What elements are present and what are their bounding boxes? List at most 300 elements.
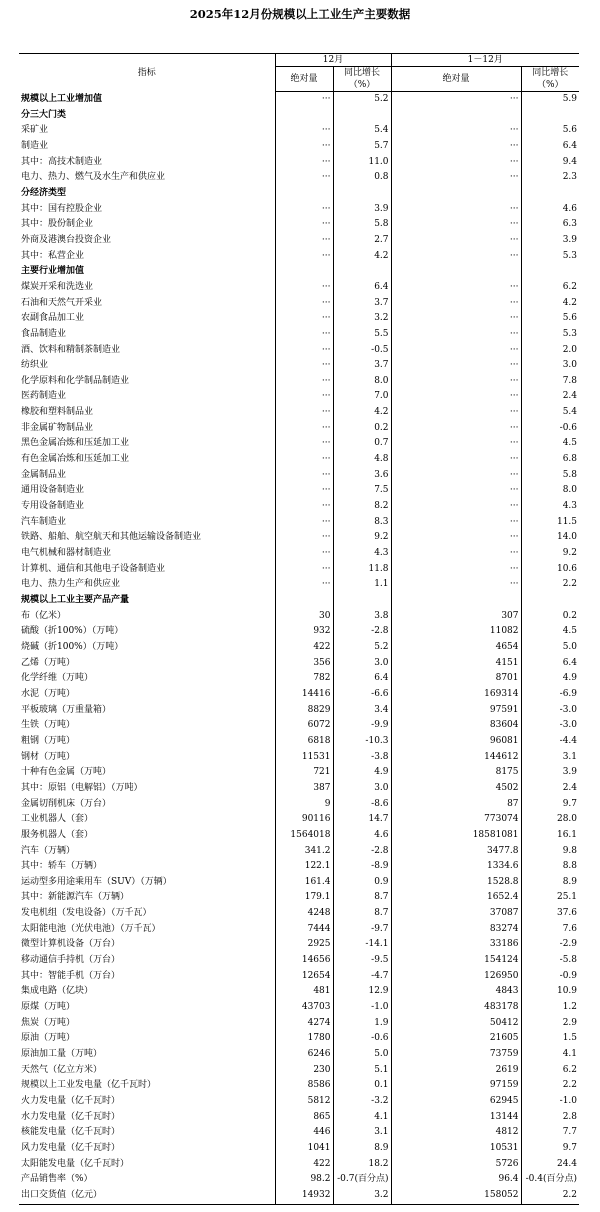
dec-absolute-cell: ··· [275,562,333,578]
row-label: 太阳能电池（光伏电池）（万千瓦） [21,923,161,934]
ytd-yoy-cell [521,186,579,202]
table-row [19,765,579,781]
row-label: 电力、热力、燃气及水生产和供应业 [21,172,166,183]
section-row [19,264,579,280]
ytd-yoy-cell: 5.8 [521,468,579,484]
dec-absolute-cell: ··· [275,483,333,499]
ytd-yoy-cell: 8.9 [521,875,579,891]
ytd-yoy-cell [521,264,579,280]
row-label: 水力发电量（亿千瓦时） [21,1111,121,1122]
dec-yoy-cell: 4.9 [333,765,391,781]
table-row [19,812,579,828]
row-label: 焦炭（万吨） [21,1017,76,1028]
dec-yoy-cell: -14.1 [333,937,391,953]
row-label: 工业机器人（套） [21,814,94,825]
ytd-yoy-cell: 3.0 [521,358,579,374]
row-label: 电力、热力生产和供应业 [21,579,121,590]
row-label: 微型计算机设备（万台） [21,939,121,950]
table-row [19,217,579,233]
ytd-absolute-cell: ··· [391,468,521,484]
row-label: 钢材（万吨） [21,751,76,762]
row-label: 医药制造业 [21,391,67,402]
ytd-yoy-cell: 4.3 [521,499,579,515]
dec-absolute-cell: 11531 [275,750,333,766]
dec-yoy-cell [333,593,391,609]
dec-absolute-cell: 98.2 [275,1172,333,1188]
row-label: 移动通信手持机（万台） [21,955,121,966]
row-label: 有色金属冶炼和压延加工业 [21,454,130,465]
ytd-absolute-cell: ··· [391,421,521,437]
dec-yoy-cell: 5.2 [333,640,391,656]
row-label: 规模以上工业发电量（亿千瓦时） [21,1080,157,1091]
row-label: 原煤（万吨） [21,1002,76,1013]
ytd-yoy-cell: 4.5 [521,436,579,452]
ytd-absolute-cell: 169314 [391,687,521,703]
dec-absolute-cell: 1780 [275,1031,333,1047]
table-row [19,468,579,484]
table-row [19,1000,579,1016]
ytd-absolute-cell: 307 [391,609,521,625]
dec-absolute-cell: 6072 [275,718,333,734]
table-row [19,374,579,390]
dec-yoy-cell: 5.2 [333,92,391,108]
table-row [19,1031,579,1047]
ytd-absolute-cell: ··· [391,233,521,249]
dec-yoy-cell: -9.7 [333,922,391,938]
ytd-yoy-cell: 9.4 [521,155,579,171]
row-label: 主要行业增加值 [21,266,85,277]
table-row [19,530,579,546]
ytd-absolute-cell: 18581081 [391,828,521,844]
table-row [19,1172,579,1188]
dec-yoy-cell: -4.7 [333,969,391,985]
row-label: 生铁（万吨） [21,720,76,731]
table-row [19,984,579,1000]
table-row [19,233,579,249]
table-row [19,844,579,860]
table-row [19,922,579,938]
row-label: 水泥（万吨） [21,688,76,699]
ytd-absolute-cell: ··· [391,389,521,405]
row-label: 食品制造业 [21,328,67,339]
dec-absolute-cell: 387 [275,781,333,797]
ytd-yoy-cell: 14.0 [521,530,579,546]
row-label: 黑色金属冶炼和压延加工业 [21,438,130,449]
ytd-absolute-cell [391,264,521,280]
row-label: 采矿业 [21,125,49,136]
table-row [19,123,579,139]
table-row [19,202,579,218]
dec-absolute-cell: 481 [275,984,333,1000]
table-body [19,92,579,1205]
table-row [19,969,579,985]
dec-absolute-cell: ··· [275,92,333,108]
ytd-absolute-cell: 1528.8 [391,875,521,891]
ytd-yoy-cell: 9.7 [521,1141,579,1157]
ytd-absolute-cell: 21605 [391,1031,521,1047]
ytd-absolute-cell: 2619 [391,1063,521,1079]
row-label: 其中：轿车（万辆） [21,861,103,872]
dec-yoy-cell: 4.2 [333,249,391,265]
dec-yoy-cell [333,264,391,280]
ytd-absolute-cell: 87 [391,797,521,813]
table-row [19,609,579,625]
dec-yoy-cell: 6.4 [333,671,391,687]
row-label: 布（亿米） [21,610,67,621]
ytd-yoy-cell: 25.1 [521,890,579,906]
row-label: 橡胶和塑料制品业 [21,407,94,418]
dec-yoy-cell: 7.0 [333,389,391,405]
row-label: 金属制品业 [21,469,67,480]
row-label: 核能发电量（亿千瓦时） [21,1127,121,1138]
ytd-yoy-cell: 2.0 [521,343,579,359]
ytd-yoy-cell: 1.2 [521,1000,579,1016]
ytd-absolute-cell: ··· [391,405,521,421]
dec-yoy-cell: -2.8 [333,624,391,640]
dec-absolute-cell: 422 [275,640,333,656]
ytd-yoy-cell: 8.8 [521,859,579,875]
dec-absolute-cell: ··· [275,499,333,515]
row-label: 计算机、通信和其他电子设备制造业 [21,563,166,574]
ytd-absolute-cell: 33186 [391,937,521,953]
dec-yoy-cell: -9.9 [333,718,391,734]
dec-yoy-cell [333,108,391,124]
row-label: 火力发电量（亿千瓦时） [21,1096,121,1106]
dec-yoy-cell: -9.5 [333,953,391,969]
dec-yoy-cell: -8.6 [333,797,391,813]
dec-absolute-cell: ··· [275,155,333,171]
ytd-absolute-cell: 1652.4 [391,890,521,906]
dec-absolute-cell: 14932 [275,1188,333,1204]
row-label: 其中：原铝（电解铝）（万吨） [21,782,143,793]
dec-yoy-cell: 2.7 [333,233,391,249]
row-label: 酒、饮料和精制茶制造业 [21,344,121,355]
ytd-yoy-cell: 7.6 [521,922,579,938]
ytd-absolute-cell: 4812 [391,1125,521,1141]
table-row [19,1141,579,1157]
table-row [19,1110,579,1126]
dec-yoy-cell: 11.0 [333,155,391,171]
ytd-absolute-cell: ··· [391,358,521,374]
dec-absolute-cell: 230 [275,1063,333,1079]
ytd-absolute-cell: 10531 [391,1141,521,1157]
table-row [19,1125,579,1141]
ytd-absolute-cell: ··· [391,139,521,155]
dec-yoy-cell: 5.8 [333,217,391,233]
table-row [19,170,579,186]
ytd-absolute-cell: 4843 [391,984,521,1000]
dec-yoy-cell: -10.3 [333,734,391,750]
ytd-absolute-cell [391,108,521,124]
row-label: 天然气（亿立方米） [21,1064,103,1075]
ytd-yoy-cell: 7.7 [521,1125,579,1141]
row-label: 石油和天然气开采业 [21,297,103,308]
dec-yoy-cell: 3.7 [333,296,391,312]
ytd-yoy-cell: 6.4 [521,139,579,155]
dec-absolute-cell [275,108,333,124]
dec-absolute-cell: 932 [275,624,333,640]
ytd-absolute-cell: 3477.8 [391,844,521,860]
dec-absolute-cell: ··· [275,421,333,437]
ytd-absolute-cell: 4502 [391,781,521,797]
dec-absolute-cell: 8829 [275,703,333,719]
dec-yoy-cell: 8.7 [333,906,391,922]
ytd-yoy-cell: 2.8 [521,1110,579,1126]
table-row [19,577,579,593]
dec-absolute-cell: 43703 [275,1000,333,1016]
dec-absolute-cell: ··· [275,530,333,546]
ytd-yoy-cell: -5.8 [521,953,579,969]
ytd-absolute-cell: 96081 [391,734,521,750]
table-row [19,1016,579,1032]
dec-yoy-cell: 5.5 [333,327,391,343]
table-row [19,483,579,499]
section-row [19,108,579,124]
table-row [19,703,579,719]
dec-absolute-cell: ··· [275,249,333,265]
page-title: 2025年12月份规模以上工业生产主要数据 [189,7,411,21]
table-row [19,640,579,656]
table-row [19,1188,579,1204]
dec-absolute-cell: 865 [275,1110,333,1126]
row-label: 发电机组（发电设备）（万千瓦） [21,908,152,919]
ytd-yoy-cell: 4.2 [521,296,579,312]
row-label: 金属切削机床（万台） [21,798,112,809]
table-row [19,624,579,640]
ytd-absolute-cell [391,186,521,202]
ytd-absolute-cell: ··· [391,155,521,171]
ytd-yoy-cell: -0.9 [521,969,579,985]
header-december: 12月 [275,54,391,67]
ytd-yoy-cell: 2.3 [521,170,579,186]
dec-absolute-cell: 1564018 [275,828,333,844]
table-row [19,562,579,578]
ytd-yoy-cell: 6.4 [521,656,579,672]
ytd-yoy-cell: -6.9 [521,687,579,703]
dec-yoy-cell: -2.8 [333,844,391,860]
ytd-yoy-cell: 5.4 [521,405,579,421]
row-label: 粗钢（万吨） [21,735,76,746]
table-row [19,452,579,468]
ytd-yoy-cell: 2.2 [521,1078,579,1094]
table-row [19,828,579,844]
dec-absolute-cell: 6818 [275,734,333,750]
dec-absolute-cell: ··· [275,468,333,484]
dec-absolute-cell: 721 [275,765,333,781]
table-row [19,953,579,969]
ytd-yoy-cell: 8.0 [521,483,579,499]
row-label: 集成电路（亿块） [21,986,94,997]
dec-yoy-cell: 5.1 [333,1063,391,1079]
dec-yoy-cell: 5.0 [333,1047,391,1063]
ytd-yoy-cell: -4.4 [521,734,579,750]
row-label: 农副食品加工业 [21,313,85,324]
ytd-yoy-cell: 6.2 [521,1063,579,1079]
table-row [19,671,579,687]
dec-yoy-cell: 3.8 [333,609,391,625]
dec-yoy-cell: -3.8 [333,750,391,766]
dec-yoy-cell: 0.1 [333,1078,391,1094]
dec-absolute-cell: 30 [275,609,333,625]
row-label: 化学原料和化学制品制造业 [21,375,130,386]
table-row [19,797,579,813]
dec-yoy-cell: 3.6 [333,468,391,484]
table-row [19,718,579,734]
table-row [19,296,579,312]
ytd-absolute-cell: 62945 [391,1094,521,1110]
table-row [19,859,579,875]
ytd-absolute-cell: 96.4 [391,1172,521,1188]
row-label: 运动型多用途乘用车（SUV）（万辆） [21,876,172,887]
ytd-yoy-cell: -3.0 [521,718,579,734]
ytd-yoy-cell: 9.2 [521,546,579,562]
row-label: 乙烯（万吨） [21,657,76,668]
table-row [19,358,579,374]
row-label: 太阳能发电量（亿千瓦时） [21,1158,130,1169]
ytd-yoy-cell: 7.8 [521,374,579,390]
dec-yoy-cell: 12.9 [333,984,391,1000]
dec-absolute-cell: ··· [275,358,333,374]
ytd-absolute-cell: 4654 [391,640,521,656]
dec-yoy-cell: -3.2 [333,1094,391,1110]
dec-absolute-cell: 90116 [275,812,333,828]
row-label: 规模以上工业主要产品产量 [21,595,130,605]
dec-absolute-cell: ··· [275,202,333,218]
ytd-absolute-cell: ··· [391,499,521,515]
dec-yoy-cell: -0.6 [333,1031,391,1047]
table-row [19,1157,579,1173]
dec-absolute-cell: ··· [275,311,333,327]
dec-yoy-cell: 4.2 [333,405,391,421]
dec-yoy-cell: 9.2 [333,530,391,546]
ytd-absolute-cell: ··· [391,452,521,468]
section-row [19,92,579,108]
table-row [19,937,579,953]
ytd-absolute-cell: ··· [391,515,521,531]
dec-absolute-cell: ··· [275,405,333,421]
dec-yoy-cell: 5.4 [333,123,391,139]
header-dec-absolute: 绝对量 [275,67,333,92]
table-row [19,1078,579,1094]
ytd-absolute-cell: ··· [391,343,521,359]
ytd-yoy-cell: 4.6 [521,202,579,218]
ytd-absolute-cell: 13144 [391,1110,521,1126]
dec-yoy-cell: 11.8 [333,562,391,578]
table-row [19,280,579,296]
dec-yoy-cell: -6.6 [333,687,391,703]
row-label: 外商及港澳台投资企业 [21,234,112,245]
ytd-yoy-cell: 0.2 [521,609,579,625]
table-row [19,515,579,531]
row-label: 专用设备制造业 [21,501,85,512]
ytd-absolute-cell: 11082 [391,624,521,640]
ytd-yoy-cell: 4.1 [521,1047,579,1063]
ytd-absolute-cell: ··· [391,296,521,312]
dec-absolute-cell: ··· [275,280,333,296]
ytd-yoy-cell: 6.8 [521,452,579,468]
ytd-absolute-cell: ··· [391,249,521,265]
dec-absolute-cell: 12654 [275,969,333,985]
ytd-yoy-cell [521,108,579,124]
ytd-yoy-cell [521,593,579,609]
dec-absolute-cell: 446 [275,1125,333,1141]
dec-absolute-cell: ··· [275,296,333,312]
dec-absolute-cell: ··· [275,515,333,531]
dec-yoy-cell: 3.4 [333,703,391,719]
dec-yoy-cell: -0.7(百分点) [333,1172,391,1188]
row-label: 产品销售率（%） [21,1174,93,1185]
dec-yoy-cell: 3.2 [333,311,391,327]
ytd-absolute-cell: ··· [391,577,521,593]
table-row [19,890,579,906]
row-label: 平板玻璃（万重量箱） [21,704,112,715]
header-jan-dec: 1－12月 [391,54,579,67]
row-label: 服务机器人（套） [21,829,94,840]
ytd-yoy-cell: 10.9 [521,984,579,1000]
dec-absolute-cell: ··· [275,546,333,562]
ytd-yoy-cell: 2.9 [521,1016,579,1032]
table-row [19,687,579,703]
table-row [19,1063,579,1079]
row-label: 其中：国有控股企业 [21,203,103,214]
section-row [19,593,579,609]
table-row [19,781,579,797]
dec-yoy-cell: 5.7 [333,139,391,155]
dec-yoy-cell: 8.9 [333,1141,391,1157]
dec-absolute-cell [275,264,333,280]
table-row [19,327,579,343]
dec-yoy-cell: 0.2 [333,421,391,437]
ytd-absolute-cell: 126950 [391,969,521,985]
dec-absolute-cell: 422 [275,1157,333,1173]
ytd-absolute-cell [391,593,521,609]
ytd-yoy-cell: 1.5 [521,1031,579,1047]
table-row [19,249,579,265]
ytd-yoy-cell: 2.4 [521,781,579,797]
dec-absolute-cell: 356 [275,656,333,672]
table-row [19,139,579,155]
row-label: 铁路、船舶、航空航天和其他运输设备制造业 [21,532,202,543]
ytd-absolute-cell: 483178 [391,1000,521,1016]
dec-yoy-cell: -8.9 [333,859,391,875]
dec-yoy-cell: 3.7 [333,358,391,374]
dec-yoy-cell: 3.2 [333,1188,391,1204]
ytd-yoy-cell: 37.6 [521,906,579,922]
row-label: 电气机械和器材制造业 [21,548,112,559]
ytd-absolute-cell: 8175 [391,765,521,781]
dec-yoy-cell: -0.5 [333,343,391,359]
dec-yoy-cell: 1.9 [333,1016,391,1032]
ytd-yoy-cell: 3.9 [521,233,579,249]
ytd-yoy-cell: 2.2 [521,1188,579,1204]
ytd-yoy-cell: 28.0 [521,812,579,828]
dec-absolute-cell: 6246 [275,1047,333,1063]
dec-absolute-cell: ··· [275,217,333,233]
ytd-absolute-cell: 158052 [391,1188,521,1204]
table-row [19,499,579,515]
dec-absolute-cell: ··· [275,233,333,249]
ytd-absolute-cell: ··· [391,217,521,233]
table-row [19,405,579,421]
dec-yoy-cell: 8.2 [333,499,391,515]
ytd-yoy-cell: 5.3 [521,249,579,265]
table-row [19,1047,579,1063]
dec-yoy-cell: 8.3 [333,515,391,531]
ytd-absolute-cell: ··· [391,123,521,139]
row-label: 纺织业 [21,360,49,371]
dec-absolute-cell: 14416 [275,687,333,703]
header-indicator: 指标 [137,67,156,78]
